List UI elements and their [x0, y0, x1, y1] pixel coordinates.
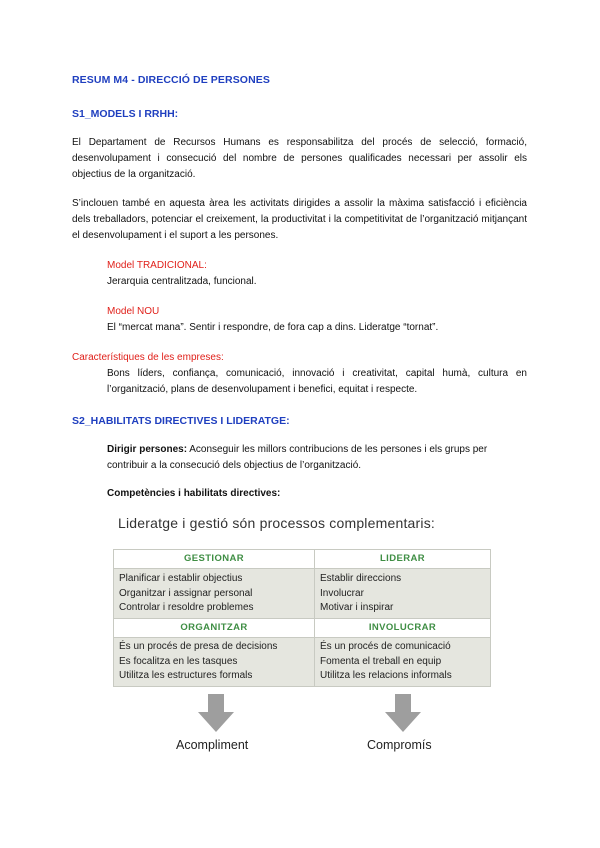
list-item: És un procés de comunicació: [320, 641, 451, 652]
direct-people-text: Aconseguir les millors contribucions de les persones i els grups per contribuir a la consecució dels objectius de l’organització.: [107, 444, 488, 471]
list-item: Utilitza les estructures formals: [119, 670, 253, 681]
down-arrow-icon: [383, 694, 423, 734]
gestionar-header: GESTIONAR: [114, 550, 314, 569]
result-commitment: Compromís: [367, 738, 432, 752]
organitzar-list: [114, 640, 314, 684]
gestionar-list: [114, 572, 314, 616]
characteristics-label: Característiques de les empreses:: [72, 352, 224, 363]
model-new-text: El “mercat mana”. Sentir i respondre, de fora cap a dins. Lideratge “tornat”.: [107, 322, 439, 333]
involucrar-header: INVOLUCRAR: [315, 618, 490, 638]
section1-paragraph-1-text: El Departament de Recursos Humans es responsabilitza del procés de selecció, formació, desenvolupament i consecució del nombre de persones qualificades necessari per assolir els objectius de la organització.: [72, 137, 527, 180]
down-arrow-icon: [196, 694, 236, 734]
section1-heading: S1_MODELS I RRHH:: [72, 108, 179, 120]
section1-paragraph-2: [72, 196, 527, 244]
list-item: Involucrar: [320, 587, 364, 599]
result-performance: Acompliment: [176, 738, 249, 752]
list-item: Controlar i resoldre problemes: [119, 602, 254, 613]
competences-heading: Competències i habilitats directives:: [107, 488, 281, 499]
section1-paragraph-2-text: S’inclouen també en aquesta àrea les activitats dirigides a assolir la màxima satisfacció i eficiència dels treballadors, potenciar el creixement, la productivitat i la competitivitat de l’organització mitjançant el desenvolupament i el suport a les persones.: [72, 198, 527, 241]
direct-people-label: Dirigir persones:: [107, 444, 188, 455]
section2-heading: S2_HABILITATS DIRECTIVES I LIDERATGE:: [72, 415, 290, 427]
model-new-label: Model NOU: [107, 306, 160, 317]
list-item: Motivar i inspirar: [320, 602, 394, 613]
list-item: Organitzar i assignar personal: [119, 587, 253, 599]
liderar-header: LIDERAR: [315, 550, 490, 569]
list-item: És un procés de presa de decisions: [119, 641, 278, 652]
list-item: Es focalitza en les tasques: [119, 655, 238, 667]
direct-people: [107, 442, 527, 474]
model-traditional-label: Model TRADICIONAL:: [107, 260, 207, 271]
diagram-title: Lideratge i gestió són processos complementaris:: [118, 515, 435, 531]
organitzar-header: ORGANITZAR: [114, 618, 314, 638]
section1-paragraph-1: [72, 135, 527, 183]
characteristics: [72, 350, 527, 398]
model-new: [107, 304, 527, 336]
document-title: RESUM M4 - DIRECCIÓ DE PERSONES: [72, 74, 270, 86]
leadership-table: [113, 549, 491, 687]
list-item: Fomenta el treball en equip: [320, 655, 442, 667]
liderar-list: [315, 572, 490, 616]
list-item: Utilitza les relacions informals: [320, 670, 452, 681]
involucrar-list: [315, 640, 490, 684]
characteristics-text: Bons líders, confiança, comunicació, innovació i creativitat, capital humà, cultura en l’organització, plans de desenvolupament i benefici, equitat i respecte.: [107, 368, 527, 395]
list-item: Establir direccions: [320, 573, 402, 584]
model-traditional: [107, 258, 527, 290]
model-traditional-text: Jerarquia centralitzada, funcional.: [107, 276, 257, 287]
list-item: Planificar i establir objectius: [119, 573, 243, 584]
